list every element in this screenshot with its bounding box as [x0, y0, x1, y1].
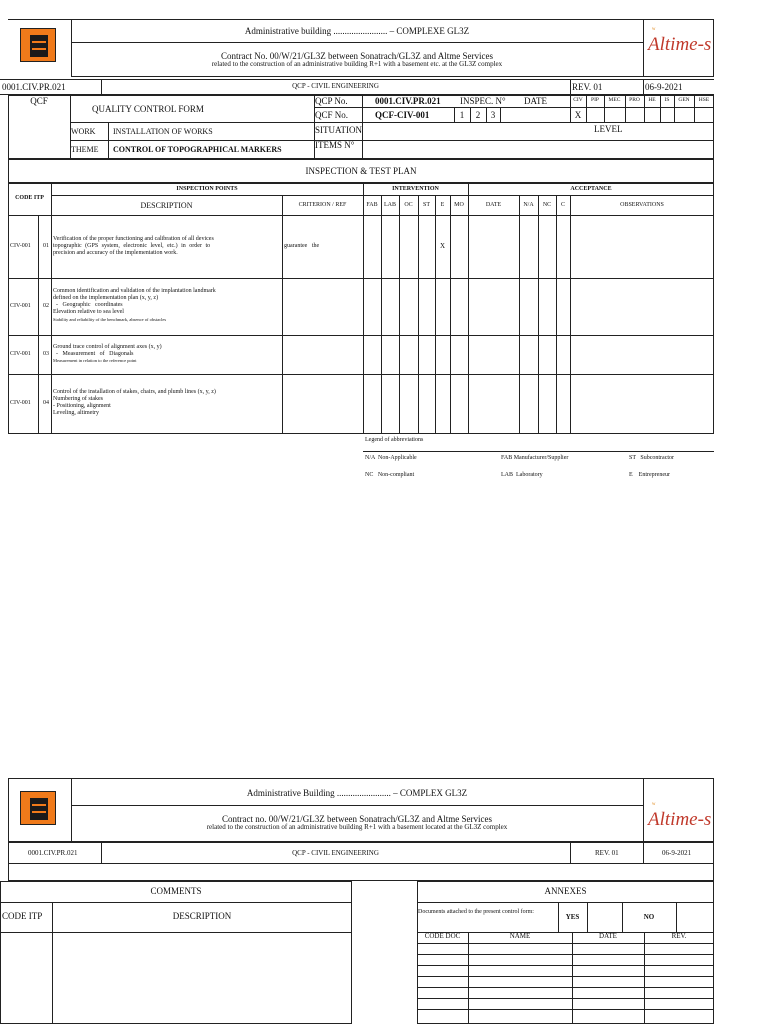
items-label: ITEMS N°	[315, 140, 355, 150]
row4-line3: - Positioning, alignment	[53, 403, 111, 409]
discipline-gen: GEN	[678, 97, 690, 103]
row1-code: CIV-001	[10, 243, 31, 249]
row4-line1: Control of the installation of stakes, chairs, and plumb lines (x, y, z)	[53, 389, 216, 395]
discipline-is: IS	[664, 97, 670, 103]
annex-col-code: CODE DOC	[424, 932, 461, 940]
sun-icon: ʷ	[652, 800, 656, 809]
legend-lab: LAB Laboratory	[501, 472, 543, 478]
row2-code: CIV-001	[10, 303, 31, 309]
annexes-docs-label: Documents attached to the present control form:	[418, 909, 534, 915]
row4-num: 04	[43, 400, 49, 406]
qcf-no-value: QCF-CIV-001	[375, 110, 430, 120]
row2-num: 02	[43, 303, 49, 309]
col-c: C	[560, 202, 565, 208]
qcp-no-value: 0001.CIV.PR.021	[375, 96, 441, 106]
row4-code: CIV-001	[10, 400, 31, 406]
qcf-no-label: QCF No.	[315, 110, 349, 120]
issue-date: 06-9-2021	[645, 82, 683, 92]
row4-line2: Numbering of stakes	[53, 396, 103, 402]
contract-line-1: Contract no. 00/W/21/GL3Z between Sonatrach/GL3Z and Altme Services	[222, 814, 492, 824]
inspection-points-header: INSPECTION POINTS	[176, 186, 238, 192]
col-oc: OC	[404, 202, 413, 208]
qcp-title: QCP - CIVIL ENGINEERING	[292, 849, 379, 857]
legend-st: ST Subcontractor	[629, 455, 675, 461]
header-title: Administrative Building ........................ – COMPLEX GL3Z	[246, 788, 468, 798]
row3-num: 03	[43, 351, 49, 357]
work-label: WORK	[71, 127, 96, 136]
theme-value: CONTROL OF TOPOGRAPHICAL MARKERS	[113, 145, 282, 154]
col-e: E	[440, 202, 445, 208]
inspec-num-3: 3	[490, 110, 496, 120]
qcp-no-label: QCP No.	[315, 96, 348, 106]
col-observations: OBSERVATIONS	[620, 202, 664, 208]
issue-date: 06-9-2021	[662, 849, 692, 857]
sun-icon: ʷ	[652, 25, 656, 34]
legend-fab: FAB Manufacturer/Supplier	[501, 455, 569, 461]
intervention-header: INTERVENTION	[392, 186, 439, 192]
row1-num: 01	[43, 243, 49, 249]
altimes-logo: Altime-s	[648, 34, 712, 55]
row2-note: Stability and reliability of the benchmark, absence of obstacles	[53, 317, 167, 322]
revision: REV. 01	[572, 82, 603, 92]
annex-col-name: NAME	[509, 932, 531, 940]
qcf-label: QCF	[30, 96, 48, 106]
itp-title: INSPECTION & TEST PLAN	[305, 166, 417, 176]
discipline-civ: CIV	[573, 97, 583, 103]
col-nc: NC	[542, 202, 552, 208]
work-value: INSTALLATION OF WORKS	[113, 127, 213, 136]
row2-line2: defined on the implementation plan (x, y, z)	[53, 295, 159, 301]
row1-criterion: guarantee the	[284, 243, 320, 249]
contract-line-2: related to the construction of an administrative building R+1 with a basement etc. at the GL3Z complex	[211, 60, 503, 68]
discipline-he: HE	[648, 97, 656, 103]
discipline-pip: PIP	[591, 97, 599, 103]
inspec-num-2: 2	[475, 110, 481, 120]
code-itp-header: CODE ITP	[15, 195, 44, 201]
doc-code: 0001.CIV.PR.021	[2, 82, 66, 92]
col-date: DATE	[485, 202, 502, 208]
legend-title: Legend of abbreviations	[365, 437, 424, 443]
row1-line1: Verification of the proper functioning and calibration of all devices	[53, 236, 214, 242]
legend-nc: NC Non-compliant	[365, 472, 415, 478]
form-name: QUALITY CONTROL FORM	[92, 104, 204, 114]
theme-label: THEME	[71, 145, 99, 154]
sonatrach-logo	[20, 28, 56, 62]
legend-e: E Entrepreneur	[629, 472, 670, 478]
criterion-header: CRITERION / REF	[298, 202, 347, 208]
row3-line2: - Measurement of Diagonals	[53, 351, 134, 357]
col-na: N/A	[523, 202, 534, 208]
revision: REV. 01	[595, 849, 619, 857]
comments-title: COMMENTS	[150, 886, 202, 896]
row1-e-mark: X	[439, 242, 446, 250]
annexes-no: NO	[643, 913, 655, 921]
col-fab: FAB	[366, 202, 378, 208]
situation-label: SITUATION	[315, 125, 362, 135]
annexes-yes: YES	[565, 913, 580, 921]
civ-check-mark: X	[574, 110, 582, 120]
row3-note: Measurement in relation to the reference point	[53, 358, 137, 363]
col-st: ST	[422, 202, 430, 208]
inspec-label: INSPEC. N°	[460, 96, 506, 106]
row1-line3: precision and accuracy of the implementation work.	[53, 250, 178, 256]
discipline-pro: PRO	[629, 97, 640, 103]
comments-description: DESCRIPTION	[172, 911, 232, 921]
inspec-num-1: 1	[459, 110, 465, 120]
annex-col-date: DATE	[599, 932, 617, 940]
discipline-hse: HSE	[698, 97, 710, 103]
contract-line-1: Contract No. 00/W/21/GL3Z between Sonatrach/GL3Z and Altme Services	[221, 51, 493, 61]
legend-na: N/A Non-Applicable	[365, 455, 417, 461]
discipline-mec: MEC	[608, 97, 621, 103]
level-label: LEVEL	[594, 124, 623, 134]
date-label: DATE	[524, 96, 547, 106]
col-lab: LAB	[384, 202, 396, 208]
altimes-logo: Altime-s	[648, 809, 712, 830]
row1-line2: topographic (GPS system, electronic level, etc.) in order to	[53, 243, 211, 249]
col-mo: MO	[454, 202, 464, 208]
row3-line1: Ground trace control of alignment axes (x, y)	[53, 344, 162, 350]
row2-line1: Common identification and validation of the implantation landmark	[53, 288, 216, 294]
acceptance-header: ACCEPTANCE	[570, 186, 612, 192]
header-title: Administrative building ........................ – COMPLEXE GL3Z	[244, 26, 470, 36]
row4-line4: Leveling, altimetry	[53, 410, 99, 416]
row2-line4: Elevation relative to sea level	[53, 309, 124, 315]
sonatrach-logo	[20, 791, 56, 825]
annexes-title: ANNEXES	[544, 886, 587, 896]
doc-code: 0001.CIV.PR.021	[28, 849, 78, 857]
page-1	[0, 0, 768, 500]
row3-code: CIV-001	[10, 351, 31, 357]
contract-line-2: related to the construction of an administrative building R+1 with a basement located at the GL3Z complex	[206, 823, 508, 831]
row2-line3: - Geographic coordinates	[53, 302, 123, 308]
annex-col-rev: REV.	[671, 932, 687, 940]
comments-code-itp: CODE ITP	[2, 911, 43, 921]
page-2	[0, 778, 768, 1024]
description-header: DESCRIPTION	[140, 201, 193, 210]
qcp-title: QCP - CIVIL ENGINEERING	[292, 82, 379, 90]
